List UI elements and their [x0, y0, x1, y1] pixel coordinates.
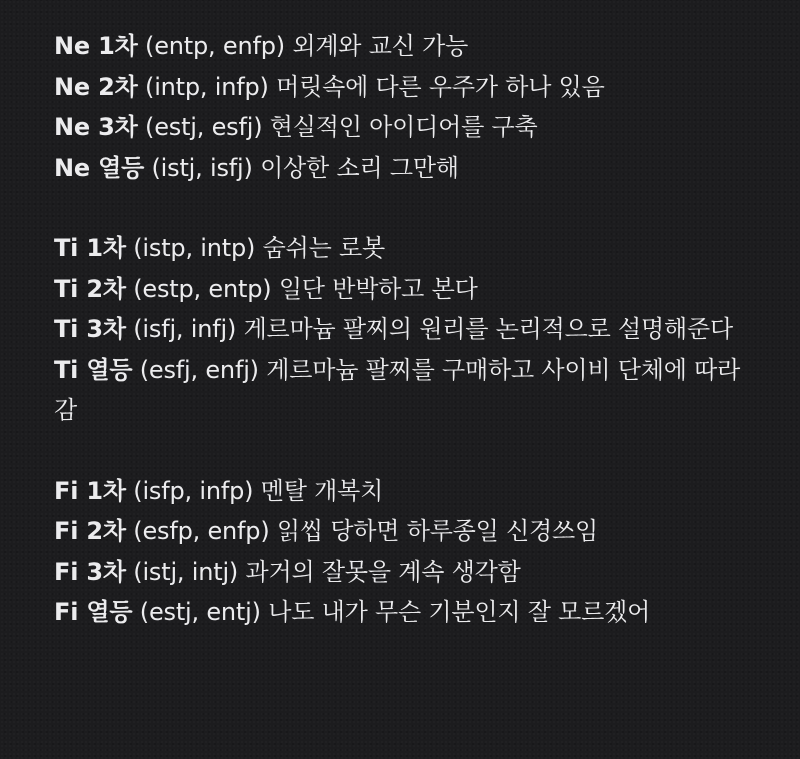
function-label: Ne 3차 — [54, 113, 138, 141]
text-line — [54, 471, 800, 512]
text-line — [54, 592, 800, 633]
line-text: (istp, intp) 숨쉬는 로봇 — [125, 234, 385, 262]
text-line — [54, 552, 800, 593]
line-text: (entp, enfp) 외계와 교신 가능 — [137, 32, 469, 60]
line-text: (intp, infp) 머릿속에 다른 우주가 하나 있음 — [137, 72, 605, 101]
text-line — [54, 350, 754, 431]
text-line — [54, 511, 800, 552]
function-label: Ti 3차 — [54, 315, 126, 343]
line-text: (estp, entp) 일단 반박하고 본다 — [125, 274, 478, 303]
function-label: Ne 2차 — [54, 72, 138, 101]
line-text: (estj, entj) 나도 내가 무슨 기분인지 잘 모르겠어 — [132, 598, 651, 626]
function-label: Fi 1차 — [54, 476, 126, 505]
function-label: Fi 2차 — [54, 517, 126, 545]
ti-section — [54, 228, 800, 431]
text-line — [54, 228, 800, 269]
line-text: (istj, isfj) 이상한 소리 그만해 — [144, 153, 459, 182]
line-text: (isfp, infp) 멘탈 개복치 — [125, 476, 384, 505]
line-text: (istj, intj) 과거의 잘못을 계속 생각함 — [125, 557, 521, 586]
function-label: Ti 1차 — [54, 234, 126, 262]
line-text: (esfj, enfj) 게르마늄 팔찌를 구매하고 사이비 단체에 따라감 — [54, 355, 741, 424]
function-label: Fi 열등 — [54, 598, 133, 626]
line-text: (esfp, enfp) 읽씹 당하면 하루종일 신경쓰임 — [125, 517, 599, 545]
text-line — [54, 107, 800, 148]
fi-section — [54, 471, 800, 633]
line-text: (isfj, infj) 게르마늄 팔찌의 원리를 논리적으로 설명해준다 — [125, 315, 733, 343]
text-line — [54, 269, 800, 310]
ne-section — [54, 26, 800, 188]
function-label: Ne 열등 — [54, 153, 145, 182]
text-line — [54, 148, 800, 189]
text-line — [54, 26, 800, 67]
function-label: Ti 2차 — [54, 274, 126, 303]
function-label: Ne 1차 — [54, 32, 138, 60]
text-line — [54, 67, 800, 108]
line-text: (estj, esfj) 현실적인 아이디어를 구축 — [137, 113, 538, 141]
text-line — [54, 309, 754, 350]
function-label: Fi 3차 — [54, 557, 126, 586]
function-label: Ti 열등 — [54, 355, 133, 384]
